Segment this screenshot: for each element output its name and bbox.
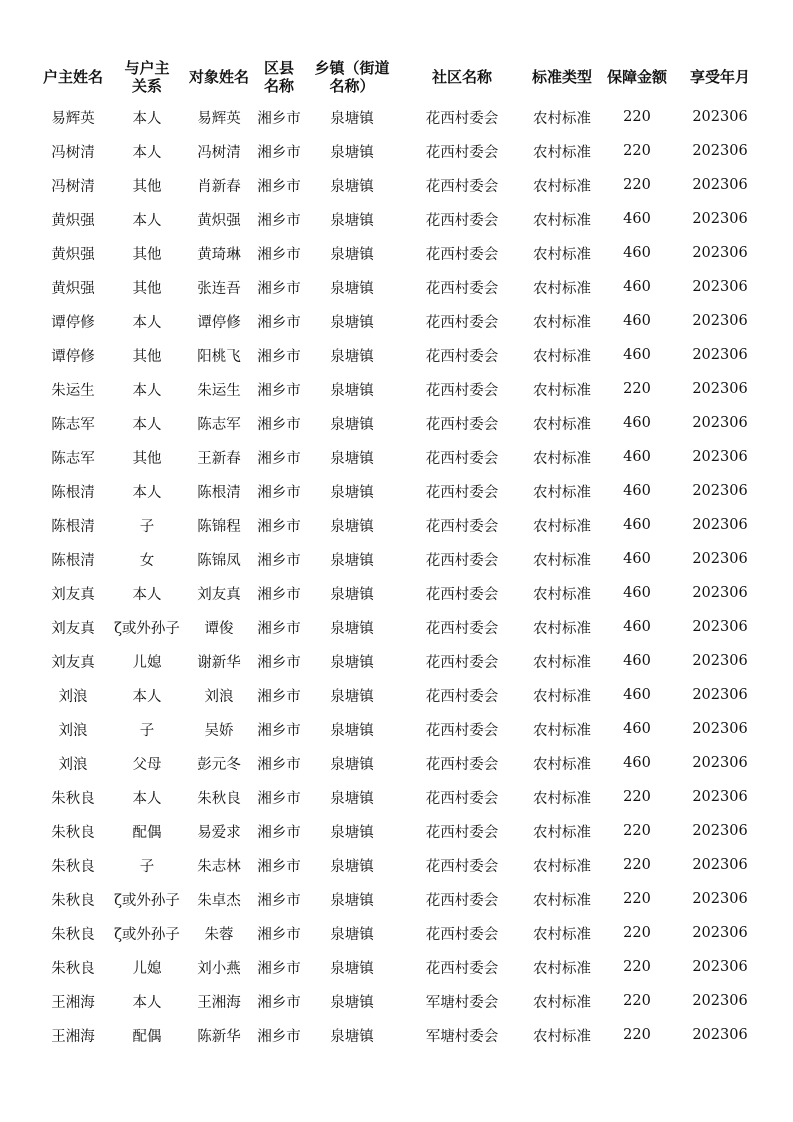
cell-head-of-household: 朱秋良 bbox=[51, 926, 95, 943]
cell-benefit-month: 202306 bbox=[692, 891, 748, 907]
cell-head-of-household: 刘浪 bbox=[58, 688, 88, 705]
assistance-table bbox=[36, 54, 766, 1052]
cell-town-name: 泉塘镇 bbox=[330, 552, 374, 569]
cell-beneficiary-name: 易爱求 bbox=[197, 824, 241, 841]
cell-head-of-household: 黄炽强 bbox=[51, 246, 95, 263]
cell-standard-type: 农村标准 bbox=[533, 960, 591, 977]
cell-head-of-household: 朱秋良 bbox=[51, 790, 95, 807]
cell-benefit-month: 202306 bbox=[692, 551, 748, 567]
column-header-town-name: 乡镇（街道 名称） bbox=[314, 59, 390, 95]
cell-benefit-month: 202306 bbox=[692, 177, 748, 193]
cell-town-name: 泉塘镇 bbox=[330, 178, 374, 195]
table-row bbox=[36, 508, 766, 542]
table-row bbox=[36, 1018, 766, 1052]
cell-benefit-amount: 460 bbox=[623, 721, 651, 737]
cell-relation-to-head: 其他 bbox=[132, 348, 162, 365]
cell-community-name: 花西村委会 bbox=[425, 348, 499, 365]
cell-beneficiary-name: 陈新华 bbox=[197, 1028, 241, 1045]
cell-standard-type: 农村标准 bbox=[533, 484, 591, 501]
cell-relation-to-head: 本人 bbox=[132, 416, 162, 433]
cell-benefit-month: 202306 bbox=[692, 755, 748, 771]
cell-head-of-household: 朱秋良 bbox=[51, 892, 95, 909]
cell-beneficiary-name: 谭停修 bbox=[197, 314, 241, 331]
cell-county-name: 湘乡市 bbox=[257, 178, 301, 195]
cell-head-of-household: 陈根清 bbox=[51, 518, 95, 535]
cell-standard-type: 农村标准 bbox=[533, 314, 591, 331]
cell-benefit-amount: 460 bbox=[623, 279, 651, 295]
cell-standard-type: 农村标准 bbox=[533, 824, 591, 841]
cell-county-name: 湘乡市 bbox=[257, 892, 301, 909]
cell-relation-to-head: ζ或外孙子 bbox=[114, 892, 180, 909]
cell-town-name: 泉塘镇 bbox=[330, 280, 374, 297]
table-row bbox=[36, 338, 766, 372]
cell-county-name: 湘乡市 bbox=[257, 620, 301, 637]
table-row bbox=[36, 168, 766, 202]
column-header-head-of-household: 户主姓名 bbox=[42, 68, 103, 86]
cell-head-of-household: 陈根清 bbox=[51, 484, 95, 501]
table-row bbox=[36, 474, 766, 508]
cell-beneficiary-name: 陈锦程 bbox=[197, 518, 241, 535]
cell-benefit-amount: 220 bbox=[623, 177, 651, 193]
cell-county-name: 湘乡市 bbox=[257, 688, 301, 705]
cell-benefit-month: 202306 bbox=[692, 109, 748, 125]
cell-benefit-amount: 220 bbox=[623, 993, 651, 1009]
cell-head-of-household: 王湘海 bbox=[51, 994, 95, 1011]
cell-community-name: 花西村委会 bbox=[425, 790, 499, 807]
cell-head-of-household: 刘友真 bbox=[51, 586, 95, 603]
cell-town-name: 泉塘镇 bbox=[330, 416, 374, 433]
cell-head-of-household: 朱运生 bbox=[51, 382, 95, 399]
cell-benefit-amount: 460 bbox=[623, 755, 651, 771]
cell-county-name: 湘乡市 bbox=[257, 994, 301, 1011]
cell-relation-to-head: 其他 bbox=[132, 178, 162, 195]
cell-town-name: 泉塘镇 bbox=[330, 620, 374, 637]
cell-relation-to-head: 本人 bbox=[132, 586, 162, 603]
cell-head-of-household: 谭停修 bbox=[51, 348, 95, 365]
cell-relation-to-head: 其他 bbox=[132, 280, 162, 297]
cell-relation-to-head: 配偶 bbox=[132, 824, 162, 841]
cell-standard-type: 农村标准 bbox=[533, 144, 591, 161]
cell-benefit-amount: 220 bbox=[623, 857, 651, 873]
cell-beneficiary-name: 张连吾 bbox=[197, 280, 241, 297]
cell-benefit-month: 202306 bbox=[692, 517, 748, 533]
cell-benefit-amount: 220 bbox=[623, 1027, 651, 1043]
table-row bbox=[36, 100, 766, 134]
cell-head-of-household: 王湘海 bbox=[51, 1028, 95, 1045]
cell-beneficiary-name: 朱运生 bbox=[197, 382, 241, 399]
cell-benefit-month: 202306 bbox=[692, 279, 748, 295]
cell-town-name: 泉塘镇 bbox=[330, 110, 374, 127]
cell-county-name: 湘乡市 bbox=[257, 756, 301, 773]
cell-town-name: 泉塘镇 bbox=[330, 926, 374, 943]
cell-community-name: 花西村委会 bbox=[425, 246, 499, 263]
cell-benefit-amount: 460 bbox=[623, 653, 651, 669]
cell-standard-type: 农村标准 bbox=[533, 1028, 591, 1045]
cell-benefit-amount: 220 bbox=[623, 891, 651, 907]
cell-beneficiary-name: 黄琦琳 bbox=[197, 246, 241, 263]
cell-county-name: 湘乡市 bbox=[257, 926, 301, 943]
cell-standard-type: 农村标准 bbox=[533, 756, 591, 773]
cell-relation-to-head: 儿媳 bbox=[132, 654, 162, 671]
cell-benefit-month: 202306 bbox=[692, 245, 748, 261]
cell-county-name: 湘乡市 bbox=[257, 1028, 301, 1045]
table-row bbox=[36, 984, 766, 1018]
cell-relation-to-head: 儿媳 bbox=[132, 960, 162, 977]
cell-benefit-amount: 220 bbox=[623, 959, 651, 975]
cell-beneficiary-name: 黄炽强 bbox=[197, 212, 241, 229]
cell-community-name: 花西村委会 bbox=[425, 722, 499, 739]
cell-standard-type: 农村标准 bbox=[533, 110, 591, 127]
cell-county-name: 湘乡市 bbox=[257, 586, 301, 603]
table-row bbox=[36, 304, 766, 338]
cell-head-of-household: 朱秋良 bbox=[51, 824, 95, 841]
cell-relation-to-head: 本人 bbox=[132, 144, 162, 161]
cell-community-name: 花西村委会 bbox=[425, 518, 499, 535]
column-header-beneficiary-name: 对象姓名 bbox=[188, 68, 249, 86]
cell-standard-type: 农村标准 bbox=[533, 926, 591, 943]
cell-benefit-amount: 220 bbox=[623, 789, 651, 805]
cell-beneficiary-name: 彭元冬 bbox=[197, 756, 241, 773]
cell-county-name: 湘乡市 bbox=[257, 484, 301, 501]
cell-benefit-amount: 460 bbox=[623, 585, 651, 601]
cell-beneficiary-name: 王湘海 bbox=[197, 994, 241, 1011]
cell-beneficiary-name: 吴娇 bbox=[204, 722, 234, 739]
cell-community-name: 花西村委会 bbox=[425, 314, 499, 331]
cell-town-name: 泉塘镇 bbox=[330, 1028, 374, 1045]
cell-town-name: 泉塘镇 bbox=[330, 994, 374, 1011]
cell-head-of-household: 冯树清 bbox=[51, 144, 95, 161]
table-row bbox=[36, 610, 766, 644]
table-row bbox=[36, 134, 766, 168]
cell-beneficiary-name: 王新春 bbox=[197, 450, 241, 467]
cell-community-name: 花西村委会 bbox=[425, 280, 499, 297]
cell-beneficiary-name: 朱蓉 bbox=[204, 926, 234, 943]
cell-beneficiary-name: 刘友真 bbox=[197, 586, 241, 603]
cell-benefit-month: 202306 bbox=[692, 449, 748, 465]
cell-town-name: 泉塘镇 bbox=[330, 518, 374, 535]
column-header-standard-type: 标准类型 bbox=[531, 68, 592, 86]
cell-community-name: 军塘村委会 bbox=[425, 1028, 499, 1045]
cell-relation-to-head: 本人 bbox=[132, 382, 162, 399]
cell-relation-to-head: 本人 bbox=[132, 484, 162, 501]
cell-relation-to-head: 本人 bbox=[132, 688, 162, 705]
table-row bbox=[36, 746, 766, 780]
cell-town-name: 泉塘镇 bbox=[330, 348, 374, 365]
table-row bbox=[36, 712, 766, 746]
cell-benefit-month: 202306 bbox=[692, 211, 748, 227]
cell-benefit-amount: 220 bbox=[623, 381, 651, 397]
cell-community-name: 花西村委会 bbox=[425, 654, 499, 671]
cell-beneficiary-name: 阳桃飞 bbox=[197, 348, 241, 365]
cell-town-name: 泉塘镇 bbox=[330, 892, 374, 909]
table-header bbox=[36, 54, 766, 100]
cell-benefit-month: 202306 bbox=[692, 483, 748, 499]
cell-beneficiary-name: 陈根清 bbox=[197, 484, 241, 501]
cell-beneficiary-name: 刘浪 bbox=[204, 688, 234, 705]
cell-county-name: 湘乡市 bbox=[257, 960, 301, 977]
cell-benefit-month: 202306 bbox=[692, 959, 748, 975]
cell-benefit-month: 202306 bbox=[692, 653, 748, 669]
cell-relation-to-head: 本人 bbox=[132, 314, 162, 331]
cell-community-name: 花西村委会 bbox=[425, 858, 499, 875]
cell-relation-to-head: 本人 bbox=[132, 790, 162, 807]
cell-benefit-month: 202306 bbox=[692, 721, 748, 737]
cell-beneficiary-name: 陈锦凤 bbox=[197, 552, 241, 569]
cell-community-name: 花西村委会 bbox=[425, 212, 499, 229]
cell-standard-type: 农村标准 bbox=[533, 246, 591, 263]
cell-beneficiary-name: 谢新华 bbox=[197, 654, 241, 671]
cell-benefit-month: 202306 bbox=[692, 347, 748, 363]
cell-county-name: 湘乡市 bbox=[257, 416, 301, 433]
cell-county-name: 湘乡市 bbox=[257, 348, 301, 365]
cell-benefit-amount: 460 bbox=[623, 211, 651, 227]
cell-county-name: 湘乡市 bbox=[257, 382, 301, 399]
cell-community-name: 花西村委会 bbox=[425, 960, 499, 977]
cell-head-of-household: 谭停修 bbox=[51, 314, 95, 331]
table-row bbox=[36, 950, 766, 984]
table-row bbox=[36, 406, 766, 440]
cell-benefit-amount: 460 bbox=[623, 347, 651, 363]
cell-county-name: 湘乡市 bbox=[257, 110, 301, 127]
cell-county-name: 湘乡市 bbox=[257, 722, 301, 739]
cell-head-of-household: 黄炽强 bbox=[51, 212, 95, 229]
cell-county-name: 湘乡市 bbox=[257, 858, 301, 875]
cell-head-of-household: 刘浪 bbox=[58, 756, 88, 773]
cell-standard-type: 农村标准 bbox=[533, 722, 591, 739]
cell-relation-to-head: 本人 bbox=[132, 212, 162, 229]
cell-community-name: 花西村委会 bbox=[425, 824, 499, 841]
table-row bbox=[36, 236, 766, 270]
cell-county-name: 湘乡市 bbox=[257, 790, 301, 807]
cell-standard-type: 农村标准 bbox=[533, 892, 591, 909]
cell-head-of-household: 刘友真 bbox=[51, 620, 95, 637]
cell-standard-type: 农村标准 bbox=[533, 518, 591, 535]
cell-relation-to-head: 女 bbox=[139, 552, 155, 569]
cell-community-name: 军塘村委会 bbox=[425, 994, 499, 1011]
column-header-county-name: 区县 名称 bbox=[263, 59, 294, 95]
cell-relation-to-head: 本人 bbox=[132, 110, 162, 127]
table-row bbox=[36, 576, 766, 610]
cell-head-of-household: 刘浪 bbox=[58, 722, 88, 739]
cell-benefit-amount: 460 bbox=[623, 313, 651, 329]
cell-benefit-month: 202306 bbox=[692, 823, 748, 839]
cell-community-name: 花西村委会 bbox=[425, 926, 499, 943]
table-row bbox=[36, 372, 766, 406]
cell-benefit-month: 202306 bbox=[692, 857, 748, 873]
cell-county-name: 湘乡市 bbox=[257, 314, 301, 331]
cell-head-of-household: 陈根清 bbox=[51, 552, 95, 569]
cell-beneficiary-name: 陈志军 bbox=[197, 416, 241, 433]
table-row bbox=[36, 780, 766, 814]
cell-community-name: 花西村委会 bbox=[425, 620, 499, 637]
cell-benefit-month: 202306 bbox=[692, 313, 748, 329]
cell-town-name: 泉塘镇 bbox=[330, 756, 374, 773]
cell-beneficiary-name: 谭俊 bbox=[204, 620, 234, 637]
cell-standard-type: 农村标准 bbox=[533, 382, 591, 399]
cell-benefit-month: 202306 bbox=[692, 381, 748, 397]
cell-benefit-amount: 460 bbox=[623, 619, 651, 635]
cell-county-name: 湘乡市 bbox=[257, 824, 301, 841]
cell-relation-to-head: 子 bbox=[139, 518, 155, 535]
cell-benefit-month: 202306 bbox=[692, 925, 748, 941]
column-header-benefit-month: 享受年月 bbox=[689, 68, 750, 86]
cell-relation-to-head: ζ或外孙子 bbox=[114, 926, 180, 943]
cell-community-name: 花西村委会 bbox=[425, 586, 499, 603]
cell-benefit-month: 202306 bbox=[692, 789, 748, 805]
cell-community-name: 花西村委会 bbox=[425, 552, 499, 569]
cell-benefit-month: 202306 bbox=[692, 687, 748, 703]
cell-county-name: 湘乡市 bbox=[257, 246, 301, 263]
table-row bbox=[36, 644, 766, 678]
cell-community-name: 花西村委会 bbox=[425, 178, 499, 195]
cell-benefit-amount: 460 bbox=[623, 687, 651, 703]
table-row bbox=[36, 678, 766, 712]
cell-benefit-amount: 460 bbox=[623, 551, 651, 567]
cell-head-of-household: 朱秋良 bbox=[51, 960, 95, 977]
cell-town-name: 泉塘镇 bbox=[330, 586, 374, 603]
cell-standard-type: 农村标准 bbox=[533, 450, 591, 467]
table-row bbox=[36, 848, 766, 882]
cell-town-name: 泉塘镇 bbox=[330, 450, 374, 467]
table-body bbox=[36, 100, 766, 1052]
cell-head-of-household: 黄炽强 bbox=[51, 280, 95, 297]
cell-town-name: 泉塘镇 bbox=[330, 960, 374, 977]
cell-standard-type: 农村标准 bbox=[533, 994, 591, 1011]
cell-county-name: 湘乡市 bbox=[257, 518, 301, 535]
cell-standard-type: 农村标准 bbox=[533, 178, 591, 195]
table-row bbox=[36, 440, 766, 474]
cell-county-name: 湘乡市 bbox=[257, 280, 301, 297]
cell-beneficiary-name: 朱卓杰 bbox=[197, 892, 241, 909]
cell-county-name: 湘乡市 bbox=[257, 654, 301, 671]
cell-benefit-amount: 460 bbox=[623, 245, 651, 261]
cell-town-name: 泉塘镇 bbox=[330, 824, 374, 841]
cell-community-name: 花西村委会 bbox=[425, 144, 499, 161]
cell-relation-to-head: 其他 bbox=[132, 246, 162, 263]
cell-beneficiary-name: 朱秋良 bbox=[197, 790, 241, 807]
cell-benefit-amount: 220 bbox=[623, 925, 651, 941]
cell-standard-type: 农村标准 bbox=[533, 586, 591, 603]
cell-relation-to-head: ζ或外孙子 bbox=[114, 620, 180, 637]
cell-head-of-household: 陈志军 bbox=[51, 450, 95, 467]
cell-standard-type: 农村标准 bbox=[533, 620, 591, 637]
cell-standard-type: 农村标准 bbox=[533, 790, 591, 807]
cell-town-name: 泉塘镇 bbox=[330, 790, 374, 807]
cell-community-name: 花西村委会 bbox=[425, 892, 499, 909]
cell-benefit-month: 202306 bbox=[692, 415, 748, 431]
cell-head-of-household: 朱秋良 bbox=[51, 858, 95, 875]
cell-town-name: 泉塘镇 bbox=[330, 858, 374, 875]
cell-benefit-month: 202306 bbox=[692, 619, 748, 635]
cell-relation-to-head: 其他 bbox=[132, 450, 162, 467]
table-row bbox=[36, 202, 766, 236]
cell-county-name: 湘乡市 bbox=[257, 212, 301, 229]
cell-beneficiary-name: 冯树清 bbox=[197, 144, 241, 161]
cell-town-name: 泉塘镇 bbox=[330, 314, 374, 331]
cell-head-of-household: 刘友真 bbox=[51, 654, 95, 671]
cell-county-name: 湘乡市 bbox=[257, 552, 301, 569]
cell-town-name: 泉塘镇 bbox=[330, 688, 374, 705]
cell-standard-type: 农村标准 bbox=[533, 654, 591, 671]
header-row bbox=[36, 54, 766, 100]
cell-community-name: 花西村委会 bbox=[425, 450, 499, 467]
cell-town-name: 泉塘镇 bbox=[330, 654, 374, 671]
cell-benefit-amount: 220 bbox=[623, 109, 651, 125]
cell-head-of-household: 冯树清 bbox=[51, 178, 95, 195]
table-row bbox=[36, 882, 766, 916]
cell-community-name: 花西村委会 bbox=[425, 688, 499, 705]
cell-standard-type: 农村标准 bbox=[533, 552, 591, 569]
cell-head-of-household: 易辉英 bbox=[51, 110, 95, 127]
cell-county-name: 湘乡市 bbox=[257, 450, 301, 467]
column-header-relation-to-head: 与户主 关系 bbox=[124, 59, 170, 95]
cell-standard-type: 农村标准 bbox=[533, 688, 591, 705]
cell-benefit-month: 202306 bbox=[692, 585, 748, 601]
cell-community-name: 花西村委会 bbox=[425, 416, 499, 433]
cell-town-name: 泉塘镇 bbox=[330, 212, 374, 229]
cell-standard-type: 农村标准 bbox=[533, 280, 591, 297]
cell-community-name: 花西村委会 bbox=[425, 110, 499, 127]
cell-town-name: 泉塘镇 bbox=[330, 382, 374, 399]
cell-relation-to-head: 本人 bbox=[132, 994, 162, 1011]
cell-benefit-amount: 460 bbox=[623, 483, 651, 499]
cell-relation-to-head: 子 bbox=[139, 858, 155, 875]
cell-community-name: 花西村委会 bbox=[425, 382, 499, 399]
cell-benefit-amount: 220 bbox=[623, 823, 651, 839]
cell-benefit-amount: 220 bbox=[623, 143, 651, 159]
table-row bbox=[36, 916, 766, 950]
cell-town-name: 泉塘镇 bbox=[330, 722, 374, 739]
cell-beneficiary-name: 刘小燕 bbox=[197, 960, 241, 977]
cell-community-name: 花西村委会 bbox=[425, 756, 499, 773]
cell-standard-type: 农村标准 bbox=[533, 858, 591, 875]
table-row bbox=[36, 270, 766, 304]
cell-community-name: 花西村委会 bbox=[425, 484, 499, 501]
cell-benefit-month: 202306 bbox=[692, 993, 748, 1009]
cell-relation-to-head: 子 bbox=[139, 722, 155, 739]
cell-benefit-amount: 460 bbox=[623, 449, 651, 465]
cell-relation-to-head: 配偶 bbox=[132, 1028, 162, 1045]
column-header-community-name: 社区名称 bbox=[431, 68, 492, 86]
cell-standard-type: 农村标准 bbox=[533, 348, 591, 365]
cell-standard-type: 农村标准 bbox=[533, 416, 591, 433]
cell-benefit-amount: 460 bbox=[623, 517, 651, 533]
cell-beneficiary-name: 朱志林 bbox=[197, 858, 241, 875]
cell-relation-to-head: 父母 bbox=[132, 756, 162, 773]
cell-benefit-month: 202306 bbox=[692, 1027, 748, 1043]
cell-county-name: 湘乡市 bbox=[257, 144, 301, 161]
table-row bbox=[36, 814, 766, 848]
cell-town-name: 泉塘镇 bbox=[330, 246, 374, 263]
cell-head-of-household: 陈志军 bbox=[51, 416, 95, 433]
table-row bbox=[36, 542, 766, 576]
cell-beneficiary-name: 易辉英 bbox=[197, 110, 241, 127]
cell-benefit-amount: 460 bbox=[623, 415, 651, 431]
cell-benefit-month: 202306 bbox=[692, 143, 748, 159]
cell-town-name: 泉塘镇 bbox=[330, 484, 374, 501]
cell-beneficiary-name: 肖新春 bbox=[197, 178, 241, 195]
cell-town-name: 泉塘镇 bbox=[330, 144, 374, 161]
cell-standard-type: 农村标准 bbox=[533, 212, 591, 229]
column-header-benefit-amount: 保障金额 bbox=[606, 68, 667, 86]
